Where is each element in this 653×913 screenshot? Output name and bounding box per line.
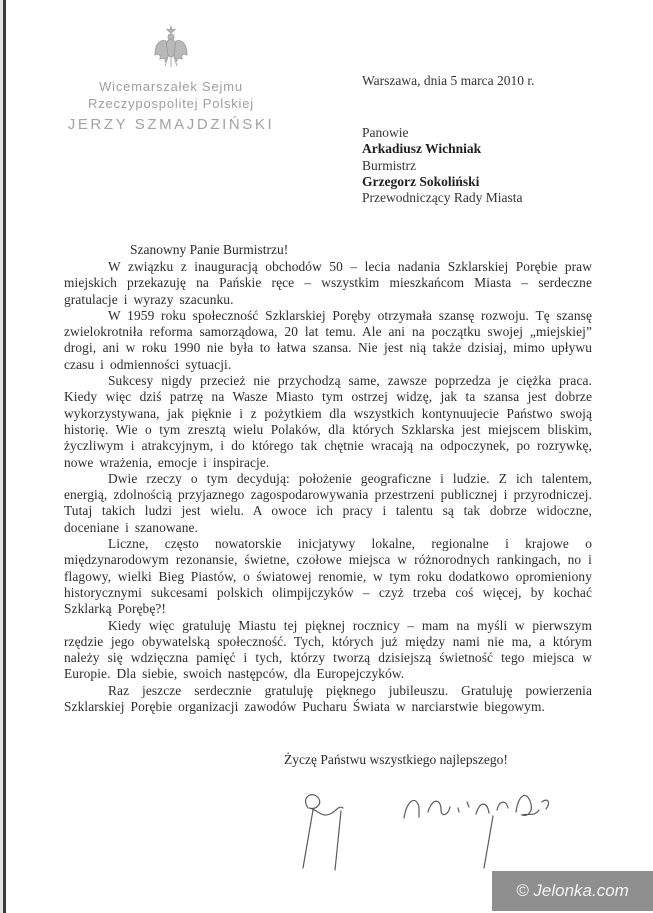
dateline: Warszawa, dnia 5 marca 2010 r.	[362, 73, 535, 88]
recipient-salutation: Panowie	[362, 125, 409, 140]
watermark-text: © Jelonka.com	[516, 881, 629, 900]
recipient-name-2: Grzegorz Sokoliński	[362, 173, 480, 189]
letter-body	[64, 259, 592, 715]
paragraph-5: Liczne, często nowatorskie inicjatywy lokalne, regionalne i krajowe o międzynarodowym rezonansie, świetne, czołowe miejsca w różnorodnych rankingach, no i flagowy, wielki Bieg Piastów, o światowej renomie, w tym roku dodatkowo opromieniony historycznymi sukcesami polskich olimpijczyków – czyż trzeba coś więcej, by kochać Szklarką Porębę?!	[64, 536, 592, 617]
paragraph-3: Sukcesy nigdy przecież nie przychodzą same, zawsze poprzedza je ciężka praca. Kiedy więc dziś patrzę na Wasze Miasto tym ostrzej widzę, jak ta szansa jest dobrze wykorzystywana, jak pięknie i z pożytkiem dla wszystkich kontynuujecie Państwo swoją historię. Wie o tym zresztą wielu Polaków, dla których Szklarska jest miejscem bliskim, życzliwym i atrakcyjnym, i do którego tak chętnie wracają na odpoczynek, po rozrywkę, nowe wrażenia, emocje i inspiracje.	[64, 373, 592, 470]
scan-edge-line	[3, 0, 6, 913]
paragraph-1: W związku z inauguracją obchodów 50 – lecia nadania Szklarskiej Porębie praw miejskich przekazuję na Pańskie ręce – wszystkim mieszkańcom Miasta – serdeczne gratulacje i wyrazy szacunku.	[64, 259, 592, 307]
letter-salutation: Szanowny Panie Burmistrzu!	[130, 242, 289, 257]
paragraph-6: Kiedy więc gratuluję Miastu tej pięknej rocznicy – mam na myśli w pierwszym rzędzie jego obywatelską społeczność. Tych, których już między nami nie ma, a którym należy się wdzięczna pamięć i tych, którzy tworzą dzisiejszą świetność tego miejsca w Europie. Dla siebie, swoich następców, dla Europejczyków.	[64, 617, 592, 682]
recipient-name-1: Arkadiusz Wichniak	[362, 141, 482, 157]
letterhead-office-line1: Wicemarszałek Sejmu	[99, 79, 243, 94]
letter-closing: Życzę Państwu wszystkiego najlepszego!	[284, 752, 508, 767]
recipient-title-1: Burmistrz	[362, 157, 416, 173]
paragraph-2: W 1959 roku społeczność Szklarskiej Poręby otrzymała szansę rozwoju. Tę szansę zwielokrotniła reforma samorządowa, 20 lat temu. Ale ani na początku swojej „miejskiej” drogi, ani w roku 1990 nie była to łatwa szansa. Nie jest nią także dzisiaj, mimo upływu czasu i odmienności sytuacji.	[64, 307, 592, 372]
watermark-badge	[492, 871, 653, 911]
paragraph-4: Dwie rzeczy o tym decydują: położenie geograficzne i ludzie. Z ich talentem, energią, zdolnością przyjaznego zagospodarowywania przestrzeni publicznej i przyrodniczej. Tutaj takich ludzi jest wielu. A owoce ich pracy i talentu są tak dobrze widoczne, doceniane i szanowane.	[64, 470, 592, 535]
letterhead-office-line2: Rzeczypospolitej Polskiej	[88, 96, 254, 111]
handwritten-signature-icon	[292, 786, 552, 878]
recipient-block	[362, 125, 522, 206]
paragraph-7: Raz jeszcze serdecznie gratuluję pięknego jubileuszu. Gratuluję powierzenia Szklarskiej Porębie organizacji zawodów Pucharu Świata w narciarstwie biegowym.	[64, 682, 592, 715]
letterhead-official-name: JERZY SZMAJDZIŃSKI	[67, 116, 275, 133]
polish-eagle-emblem-icon	[153, 24, 189, 72]
letterhead	[40, 24, 302, 133]
recipient-title-2: Przewodniczący Rady Miasta	[362, 190, 523, 206]
